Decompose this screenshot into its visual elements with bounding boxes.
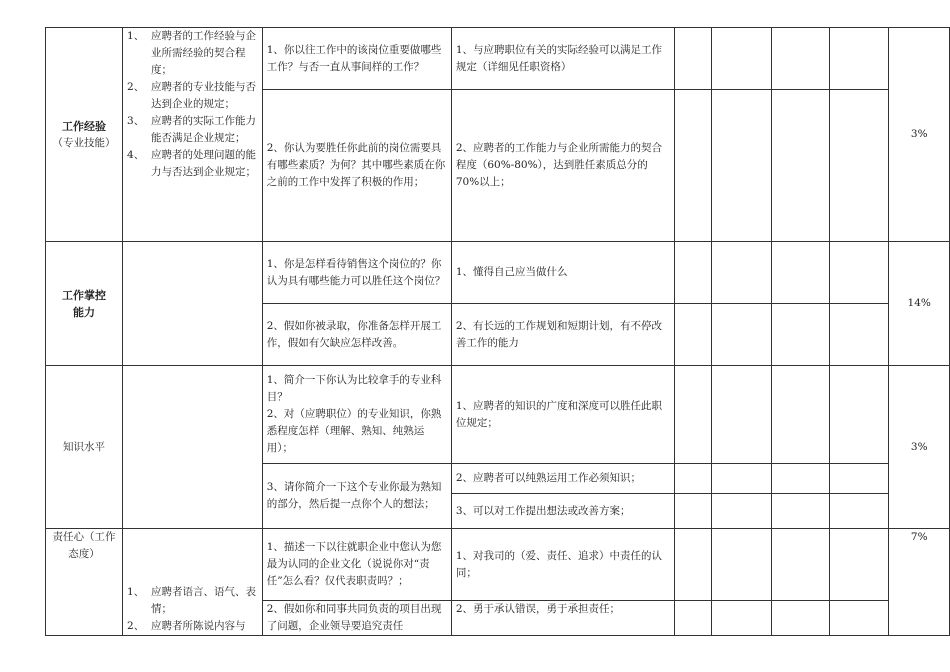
score-cell[interactable] bbox=[772, 464, 830, 494]
score-cell[interactable] bbox=[675, 304, 712, 366]
score-cell[interactable] bbox=[829, 494, 889, 529]
standard-cell: 1、懂得自己应当做什么 bbox=[451, 242, 674, 304]
score-cell[interactable] bbox=[712, 464, 772, 494]
score-cell[interactable] bbox=[829, 242, 889, 304]
criteria-cell bbox=[123, 242, 263, 366]
score-cell[interactable] bbox=[712, 242, 772, 304]
score-cell[interactable] bbox=[772, 494, 830, 529]
score-cell[interactable] bbox=[675, 529, 712, 601]
score-cell[interactable] bbox=[772, 242, 830, 304]
criteria-cell bbox=[123, 28, 263, 242]
criteria-cell bbox=[123, 366, 263, 529]
standard-cell: 2、应聘者可以纯熟运用工作必须知识； bbox=[451, 464, 674, 494]
question-cell: 2、假如你和同事共同负责的项目出现了问题，企业领导要追究责任 bbox=[262, 601, 451, 636]
table-row bbox=[46, 242, 950, 304]
score-cell[interactable] bbox=[675, 242, 712, 304]
dimension-subtitle: （专业技能） bbox=[52, 136, 116, 149]
dimension-title: 工作经验 bbox=[62, 119, 106, 133]
criteria-item: 4、 应聘者的处理问题的能力与否达到企业规定； bbox=[127, 149, 257, 178]
score-cell[interactable] bbox=[829, 304, 889, 366]
score-cell[interactable] bbox=[772, 366, 830, 464]
weight-cell: 3% bbox=[889, 28, 950, 242]
score-cell[interactable] bbox=[772, 304, 830, 366]
weight-cell: 3% bbox=[889, 366, 950, 529]
score-cell[interactable] bbox=[712, 366, 772, 464]
dimension-cell bbox=[46, 366, 123, 529]
question-cell: 1、简介一下你认为比较拿手的专业科目？ 2、对（应聘职位）的专业知识，你熟悉程度怎样（理解、熟知、纯熟运用）； bbox=[262, 366, 451, 464]
score-cell[interactable] bbox=[772, 90, 830, 242]
criteria-item: 3、 应聘者的实际工作能力能否满足企业规定； bbox=[127, 115, 257, 144]
score-cell[interactable] bbox=[772, 529, 830, 601]
score-cell[interactable] bbox=[829, 28, 889, 90]
score-cell[interactable] bbox=[675, 28, 712, 90]
criteria-item: 1、 应聘者语言、语气、表情； bbox=[127, 586, 257, 615]
table-row bbox=[46, 28, 950, 90]
score-cell[interactable] bbox=[675, 464, 712, 494]
table-row bbox=[46, 529, 950, 601]
score-cell[interactable] bbox=[829, 366, 889, 464]
question-cell: 2、假如你被录取，你准备怎样开展工作，假如有欠缺应怎样改善。 bbox=[262, 304, 451, 366]
question-cell: 1、你以往工作中的该岗位重要做哪些工作？与否一直从事间样的工作？ bbox=[262, 28, 451, 90]
score-cell[interactable] bbox=[675, 366, 712, 464]
dimension-title: 责任心（工作态度） bbox=[52, 531, 116, 560]
question-cell: 1、你是怎样看待销售这个岗位的？你认为具有哪些能力可以胜任这个岗位？ bbox=[262, 242, 451, 304]
standard-cell: 2、勇于承认错误，勇于承担责任； bbox=[451, 601, 674, 636]
score-cell[interactable] bbox=[712, 601, 772, 636]
standard-cell: 1、对我司的（爱、责任、追求）中责任的认同； bbox=[451, 529, 674, 601]
score-cell[interactable] bbox=[712, 28, 772, 90]
criteria-item: 2、 应聘者所陈说内容与 bbox=[127, 620, 246, 632]
dimension-cell bbox=[46, 28, 123, 242]
dimension-cell bbox=[46, 529, 123, 636]
table-row bbox=[46, 366, 950, 464]
standard-cell: 1、应聘者的知识的广度和深度可以胜任此职位规定； bbox=[451, 366, 674, 464]
criteria-item: 1、 应聘者的工作经验与企业所需经验的契合程度； bbox=[127, 30, 257, 76]
weight-cell: 14% bbox=[889, 242, 950, 366]
dimension-cell bbox=[46, 242, 123, 366]
standard-cell: 3、可以对工作提出想法或改善方案； bbox=[451, 494, 674, 529]
score-cell[interactable] bbox=[772, 28, 830, 90]
score-cell[interactable] bbox=[675, 494, 712, 529]
weight-cell: 7% bbox=[889, 529, 950, 636]
dimension-title: 知识水平 bbox=[63, 440, 105, 453]
score-cell[interactable] bbox=[829, 601, 889, 636]
standard-cell: 1、与应聘职位有关的实际经验可以满足工作规定（详细见任职资格） bbox=[451, 28, 674, 90]
dimension-title: 工作掌控能力 bbox=[62, 288, 106, 319]
score-cell[interactable] bbox=[829, 464, 889, 494]
score-cell[interactable] bbox=[712, 529, 772, 601]
question-cell: 3、请你简介一下这个专业你最为熟知的部分，然后提一点你个人的想法； bbox=[262, 464, 451, 529]
question-cell: 1、描述一下以往就职企业中您认为您最为认同的企业文化（说说你对“责任”怎么看？仅代表职责吗？； bbox=[262, 529, 451, 601]
score-cell[interactable] bbox=[772, 601, 830, 636]
score-cell[interactable] bbox=[829, 529, 889, 601]
score-cell[interactable] bbox=[712, 90, 772, 242]
score-cell[interactable] bbox=[712, 304, 772, 366]
standard-cell: 2、应聘者的工作能力与企业所需能力的契合程度（60%-80%），达到胜任素质总分的 70%以上； bbox=[451, 90, 674, 242]
standard-cell: 2、有长远的工作规划和短期计划，有不停改善工作的能力 bbox=[451, 304, 674, 366]
score-cell[interactable] bbox=[712, 494, 772, 529]
criteria-item: 2、 应聘者的专业技能与否达到企业的规定； bbox=[127, 81, 257, 110]
criteria-cell bbox=[123, 529, 263, 636]
question-cell: 2、你认为要胜任你此前的岗位需要具有哪些素质？为何？其中哪些素质在你之前的工作中发挥了积极的作用； bbox=[262, 90, 451, 242]
score-cell[interactable] bbox=[829, 90, 889, 242]
score-cell[interactable] bbox=[675, 601, 712, 636]
interview-evaluation-table bbox=[45, 27, 950, 636]
score-cell[interactable] bbox=[675, 90, 712, 242]
